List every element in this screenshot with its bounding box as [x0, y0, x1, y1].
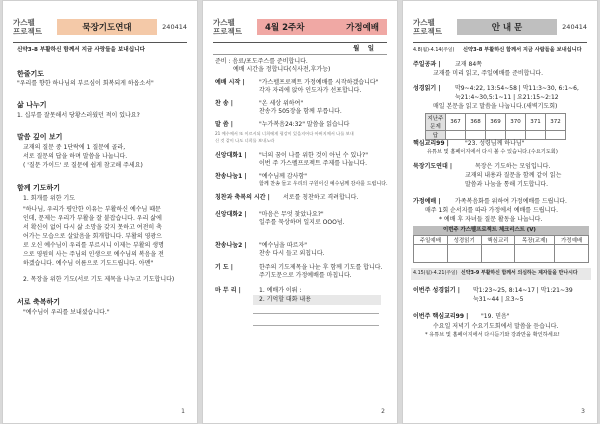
- header-divider: [13, 42, 187, 43]
- logo-line-1: 가스펠: [13, 18, 35, 27]
- section-text: 2. 목장을 위한 기도(서로 기도 제목을 나누고 기도합니다): [23, 276, 175, 283]
- notice-label: 성경읽기 |: [413, 85, 441, 92]
- notice-text: 유튜브 및 홈페이지에서 다시 볼 수 있습니다.(수요기도회): [427, 149, 558, 155]
- notice-text: 교재 84쪽: [455, 61, 482, 68]
- worship-label: 가정예배: [346, 23, 379, 33]
- checklist-cell: 핵심교리: [481, 236, 515, 245]
- order-text: 한주의 기도제목을 나눈 후 함께 기도를 합니다.: [259, 264, 383, 271]
- week-range: 4.15(월)-4.21(주일): [413, 271, 458, 276]
- order-text: "누가복음24:32" 말씀을 읽습니다: [259, 121, 350, 128]
- notice-text: * 유튜브 및 홈페이지에서 다시듣기와 강좌만을 확인하세요!: [425, 332, 560, 338]
- section-text: ( '질문 가이드' 로 질문에 쉽게 참고해 주세요): [23, 162, 143, 169]
- notice-label: 가정예배 |: [413, 198, 441, 205]
- page-header: [13, 14, 187, 40]
- order-text: 찬송 다시 들고 외칩니다.: [259, 250, 325, 257]
- quiz-cell: 371: [526, 114, 546, 131]
- notice-text: 눅31~44 | 요3~5: [473, 296, 524, 303]
- scripture-text: 신 것 같이 나도 너희를 보내노라: [215, 138, 275, 143]
- logo: [413, 18, 457, 36]
- section-text: 교재의 질문 중 1단락에 1 질문에 골라,: [23, 144, 126, 151]
- notice-label: 이번주 성경읽기 |: [413, 287, 460, 294]
- notice-text: 매주 1회 순서지를 따라 가정에서 예배를 드립니다.: [425, 207, 559, 214]
- quiz-cell: 369: [486, 114, 506, 131]
- notice-text: "23. 성령님께 하나님": [465, 140, 525, 147]
- checklist-checkbox: [447, 245, 481, 263]
- week-range: 4.8(월)-4.14(주일): [413, 48, 455, 53]
- logo-line-2: 프로젝트: [13, 27, 42, 36]
- quiz-cell: 370: [506, 114, 526, 131]
- answer-cell: [486, 131, 506, 140]
- order-text: 1. 예배가 이뤄 :: [259, 287, 302, 294]
- order-text: "예수님께 감사함": [259, 173, 307, 180]
- logo-line-2: 프로젝트: [413, 27, 442, 36]
- notice-text: "19. 믿음": [481, 313, 510, 320]
- checklist-cell: 성경읽기: [447, 236, 481, 245]
- notice-text: 교재의 내용과 질문을 함께 같이 읽는: [465, 172, 562, 179]
- quiz-cell: 368: [466, 114, 486, 131]
- order-label: 신앙대화1 |: [215, 152, 247, 159]
- notice-text: 막1:23~25, 8:14~17 | 막1:21~39: [473, 287, 573, 294]
- order-text: "마음은 무엇 찾았나요?": [259, 211, 324, 218]
- week-label: 4월 2주차: [265, 23, 305, 33]
- order-text: 이번 주 가스펠프로젝트 주제를 나눕니다.: [259, 160, 368, 167]
- order-text: 함께 찬송 들고 우리의 구원이신 예수님께 감사를 드립니다.: [259, 181, 388, 187]
- order-text: "너의 꿈이 나를 위한 것이 아닌 수 있나?": [259, 152, 368, 159]
- prayer-line: 하겠습니다. 예수님 이름으로 기도드립니다. 아멘": [23, 260, 154, 267]
- order-label: 말 씀 |: [215, 121, 233, 128]
- answer-cell: [446, 131, 466, 140]
- section-text: "우리를 향한 하나님의 부르심이 회복되게 하옵소서": [17, 80, 154, 87]
- order-label: 찬송나눔2 |: [215, 242, 247, 249]
- checklist-checkbox: [555, 245, 589, 263]
- notice-label: 이번주 핵심교리99 |: [413, 313, 469, 320]
- page-header: [413, 14, 587, 40]
- order-text: "온 세상 위하여": [259, 100, 304, 107]
- answer-cell: [526, 131, 546, 140]
- header-divider: [413, 42, 587, 43]
- answer-cell: [466, 131, 486, 140]
- order-text: 찬송가 505장을 함께 부릅니다.: [259, 108, 342, 115]
- notice-text: 교재를 미리 읽고, 주일예배를 준비합니다.: [433, 70, 543, 77]
- page-2: [202, 0, 398, 424]
- quiz-cell: 지난주 문제: [426, 114, 446, 131]
- week-title: 신약3-9 부활하신 함께서 의심하는 제자들을 만나시다: [461, 270, 578, 276]
- prayer-line: 로 오신 예수님이 우리를 부르시니 이제는 부활의 생명: [23, 242, 164, 249]
- prep-line: 준비 : 음료/포도주스를 준비합니다.: [215, 58, 308, 65]
- notice-text: 눅21:4~30,5:1~11 | 요21:15~2:12: [455, 94, 559, 101]
- notice-label: 주일공과 |: [413, 61, 441, 68]
- lesson-intro: 신약3-8 부활하신 함께서 지금 사랑들을 보내십니다: [17, 47, 145, 53]
- section-title: 함께 기도하기: [17, 184, 61, 192]
- scripture-text: 21 예수께서 또 이르시되 너희에게 평강이 있을지어다 아버지께서 나를 보내: [215, 131, 354, 136]
- section-text: 1. 십부를 잘못해서 당황스러웠던 적이 있나요?: [17, 112, 140, 119]
- notice-text: 매일 본문을 읽고 말씀을 나눕니다.(새벽기도회): [433, 103, 558, 110]
- logo-line-1: 가스펠: [413, 18, 435, 27]
- section-title: 삶 나누기: [17, 101, 47, 109]
- page-number: 3: [581, 408, 585, 415]
- order-label: 마 무 리 |: [215, 287, 241, 294]
- checklist-cell: 가정예배: [555, 236, 589, 245]
- section-title: 서로 축복하기: [17, 298, 61, 306]
- notice-text: 말씀과 나눔을 통해 기도합니다.: [465, 181, 548, 188]
- section-text: 1. 회개를 위한 기도: [23, 195, 76, 202]
- quiz-cell: 367: [446, 114, 466, 131]
- order-label: 신앙대화2 |: [215, 211, 247, 218]
- logo: [213, 18, 257, 36]
- logo-line-2: 프로젝트: [213, 27, 242, 36]
- section-title: 한줄기도: [17, 70, 45, 78]
- header-divider: [213, 42, 387, 43]
- note-line: [253, 325, 379, 326]
- note-line: [253, 313, 379, 314]
- checklist-cell: 목장(교제): [515, 236, 555, 245]
- page-header: [213, 14, 387, 40]
- order-text: 주기도문으로 가정예배를 마칩니다.: [259, 272, 352, 279]
- answer-cell: [506, 131, 526, 140]
- issue-date: 240414: [562, 23, 587, 31]
- quiz-cell: 372: [546, 114, 566, 131]
- section-title: 말씀 깊이 보기: [17, 133, 63, 141]
- prep-line: 예배 시간을 정합니다(식사전,후가능): [233, 66, 331, 73]
- answer-cell: 답: [426, 131, 446, 140]
- notice-text: 막9~4:22, 13:54~58 | 막11:3~30, 6:1~6,: [455, 85, 579, 92]
- sub-divider: [213, 54, 387, 55]
- answer-cell: [546, 131, 566, 140]
- checklist-checkbox: [414, 245, 448, 263]
- checklist-checkbox: [481, 245, 515, 263]
- issue-date: 240414: [162, 23, 187, 31]
- notice-label: 핵심교리99 |: [413, 140, 449, 147]
- page-3: [402, 0, 598, 424]
- notice-text: * 예배 후 자녀들 질문 활동을 나눕니다.: [439, 216, 543, 223]
- prayer-line: 인데, 문제는 우리가 부활을 잘 붙잡습니다. 우리 삶에: [23, 215, 162, 222]
- page-title: [257, 19, 387, 35]
- page-number: 2: [381, 408, 385, 415]
- logo-line-1: 가스펠: [213, 18, 235, 27]
- order-text: 각자 자리에 앉아 인도자가 선포합니다.: [259, 87, 362, 94]
- checklist-title: 이번주 가스펠프로젝트 체크리스트 (V): [443, 227, 536, 233]
- order-label: 찬송나눔1 |: [215, 173, 247, 180]
- checklist-cell: 주일예배: [414, 236, 448, 245]
- order-label: 기 도 |: [215, 264, 233, 271]
- notice-text: 가족복음화를 위하여 가정예배를 드립니다.: [455, 198, 567, 205]
- order-text: 2. 기억할 대화 내용: [259, 296, 312, 303]
- checklist-table: [413, 235, 589, 263]
- order-label: 찬 송 |: [215, 100, 233, 107]
- order-text: "예수님을 따르자": [259, 242, 307, 249]
- page-title: 묵장기도연대: [57, 19, 157, 35]
- prayer-line: 어가는 모습으로 살았음을 회개합니다. 부활의 영광으: [23, 233, 162, 240]
- order-label: 예배 시작 |: [215, 79, 245, 86]
- order-label: 칭찬과 축복의 시간 |: [215, 194, 270, 201]
- week-title: 신약3-8 부활하신 함께서 지금 사람들을 보내십니다: [463, 47, 582, 53]
- prayer-line: 서 확신이 없어 다시 삶 소망을 갖지 못하고 여전히 축: [23, 224, 162, 231]
- prayer-line: "하나님, 우리가 평안한 이유는 부활하신 예수님 때문: [23, 206, 161, 213]
- page-title: 안 내 문: [457, 19, 557, 35]
- notice-label: 묵장기도연대 |: [413, 163, 453, 170]
- date-field: 월 일: [353, 44, 377, 52]
- notice-text: 목장은 기도하는 모임입니다.: [475, 163, 551, 170]
- quiz-table: [425, 113, 566, 140]
- prayer-line: 으로 영원히 사는 주님의 인생으로 예수님의 복음을 전: [23, 251, 164, 258]
- section-text: "예수님이 우리를 보내셨습니다.": [23, 309, 110, 316]
- checklist-checkbox: [515, 245, 555, 263]
- order-text: "가스펠프로젝트 가정예배를 시작하겠습니다": [259, 79, 379, 86]
- order-text: 일주를 묵상하며 일지로 OOO넘.: [259, 219, 345, 226]
- logo: [13, 18, 57, 36]
- page-number: 1: [181, 408, 185, 415]
- order-text: 서로를 칭찬하고 격려합니다.: [283, 194, 359, 201]
- page-1: [2, 0, 198, 424]
- section-text: 서로 질문의 답을 하며 말씀을 나눕니다.: [23, 153, 128, 160]
- notice-text: 수요일 저녁기 수요기도회에서 말씀을 듣습니다.: [433, 323, 559, 330]
